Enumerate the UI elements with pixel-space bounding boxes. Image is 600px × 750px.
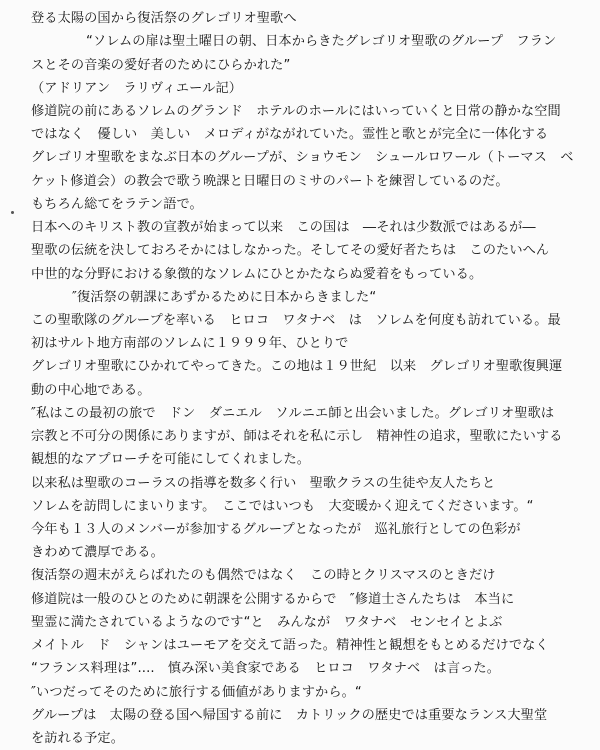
- paragraph-line: グレゴリオ聖歌にひかれてやってきた。この地は１９世紀 以来 グレゴリオ聖歌復興運: [31, 359, 563, 375]
- paragraph-line: 初はサルト地方南部のソレムに１９９９年、ひとりで: [31, 336, 349, 352]
- paragraph-line: グレゴリオ聖歌をまなぶ日本のグループが、ショウモン シュールロワール（トーマス ベ: [31, 150, 574, 166]
- subtitle-line: スとその音楽の愛好者のためにひらかれた”: [31, 57, 291, 73]
- paragraph-line: グループは 太陽の登る国へ帰国する前に カトリックの歴史では重要なランス大聖堂: [31, 707, 548, 723]
- quote-line: 観想的なアプローチを可能にしてくれました。: [31, 452, 311, 468]
- quote-line: 宗教と不可分の関係にありますが、師はそれを私に示し 精神性の追求，聖歌にたいする: [31, 429, 563, 445]
- paragraph-line: この聖歌隊のグループを率いる ヒロコ ワタナベ は ソレムを何度も訪れている。最: [31, 312, 561, 328]
- quote-line: ″私はこの最初の旅で ドン ダニエル ソルニエ師と出会いました。グレゴリオ聖歌は: [31, 405, 555, 421]
- paragraph-line: 動の中心地である。: [31, 382, 151, 398]
- paragraph-line: きわめて濃厚である。: [31, 545, 164, 561]
- paragraph-line: 修道院は一般のひとのために朝課を公開するからで ″修道士さんたちは 本当に: [31, 591, 515, 607]
- paragraph-line: 聖霊に満たされているようなのです“と みんなが ワタナベ センセイとよぶ: [31, 614, 503, 630]
- paragraph-line: 今年も１３人のメンバーが参加するグループとなったが 巡礼旅行としての色彩が: [31, 522, 521, 537]
- quote-line: ″いつだってそのために旅行する価値がありますから。“: [31, 684, 362, 700]
- article-headline: 登る太陽の国から復活祭のグレゴリオ聖歌へ: [31, 11, 297, 26]
- paragraph-line: 修道院の前にあるソレムのグランド ホテルのホールにはいっていくと日常の静かな空間: [31, 103, 561, 119]
- paragraph-line: “フランス料理は”.... 慎み深い美食家である ヒロコ ワタナベ は言った。: [31, 661, 500, 677]
- paragraph-line: 日本へのキリスト教の宣教が始まって以来 この国は ―それは少数派ではあるが―: [31, 220, 536, 235]
- paragraph-line: ソレムを訪問しにまいります。 ここではいつも 大変暖かく迎えてくださいます。“: [31, 498, 534, 514]
- paragraph-line: 中世的な分野における象徴的なソレムにひとかたならぬ愛着をもっている。: [31, 266, 483, 282]
- paragraph-line: メイトル ド シャンはユーモアを交えて語った。精神性と観想をもとめるだけでなく: [31, 638, 549, 654]
- paragraph-line: もちろん総てをラテン語で。: [31, 196, 203, 212]
- scan-speck: [11, 211, 14, 214]
- paragraph-line: を訪れる予定。: [31, 731, 125, 746]
- subtitle-line: “ソレムの扉は聖土曜日の朝、日本からきたグレゴリオ聖歌のグループ フラン: [86, 34, 557, 50]
- author-credit: （アドリアン ラリヴィエール記）: [31, 80, 243, 96]
- paragraph-line: ケット修道会）の教会で歌う晩課と日曜日のミサのパートを練習しているのだ。: [31, 173, 509, 189]
- paragraph-line: ではなく 優しい 美しい メロディがながれていた。霊性と歌とが完全に一体化する: [31, 127, 549, 143]
- paragraph-line: 以来私は聖歌のコーラスの指導を数多く行い 聖歌クラスの生徒や友人たちと: [31, 475, 496, 491]
- quote-line: ″復活祭の朝課にあずかるために日本からきました“: [72, 289, 377, 305]
- paragraph-line: 聖歌の伝統を決しておろそかにはしなかった。そしてその愛好者たちは このたいへん: [31, 243, 550, 259]
- paragraph-line: 復活祭の週末がえらばれたのも偶然ではなく この時とクリスマスのときだけ: [31, 568, 496, 584]
